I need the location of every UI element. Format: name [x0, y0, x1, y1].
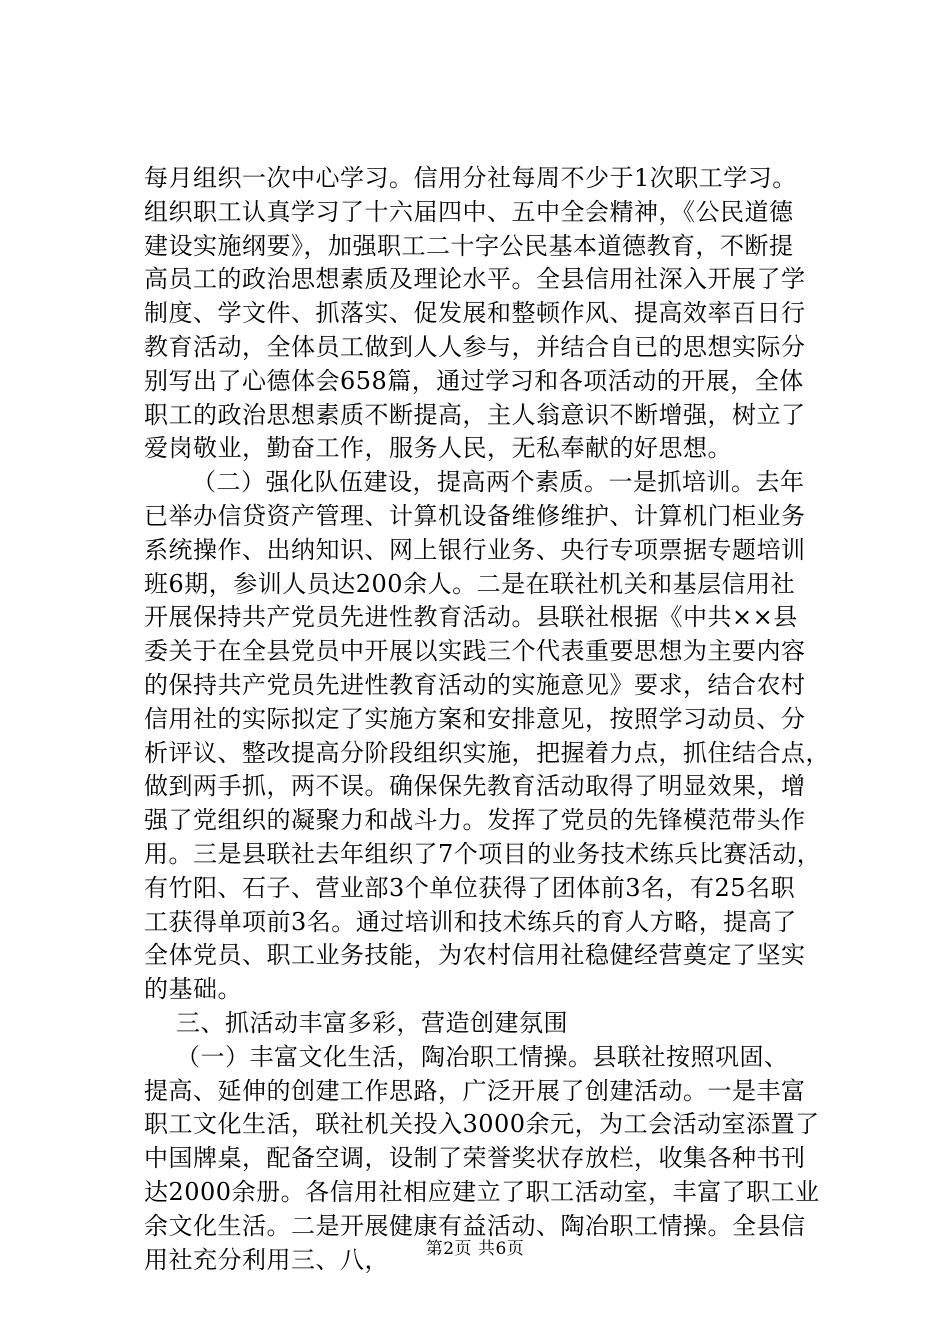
text-line: 工获得单项前3名。通过培训和技术练兵的育人方略，提高了 — [144, 907, 797, 936]
text-line: 中国牌桌，配备空调，设制了荣誉奖状存放栏，收集各种书刊 — [144, 1144, 806, 1173]
text-line: 组织职工认真学习了十六届四中、五中全会精神，《公民道德 — [144, 197, 794, 226]
text-line: 全体党员、职工业务技能，为农村信用社稳健经营奠定了坚实 — [144, 941, 806, 970]
text-line: 强了党组织的凝聚力和战斗力。发挥了党员的先锋模范带头作 — [144, 806, 806, 835]
text-line: 系统操作、出纳知识、网上银行业务、央行专项票据专题培训 — [144, 535, 806, 564]
text-line: 班6期，参训人员达200余人。二是在联社机关和基层信用社 — [144, 569, 796, 598]
text-line: 制度、学文件、抓落实、促发展和整顿作风、提高效率百日行 — [144, 299, 806, 328]
text-line: 的基础。 — [144, 975, 242, 1004]
paragraph-heading-line: （一）丰富文化生活，陶冶职工情操。县联社按照巩固、 — [176, 1042, 789, 1071]
text-line: 别写出了心德体会658篇，通过学习和各项活动的开展，全体 — [144, 366, 804, 395]
text-line: 开展保持共产党员先进性教育活动。县联社根据《中共××县 — [144, 603, 798, 632]
text-line: 职工的政治思想素质不断提高，主人翁意识不断增强，树立了 — [144, 400, 806, 429]
text-line: 已举办信贷资产管理、计算机设备维修维护、计算机门柜业务 — [144, 501, 806, 530]
text-line: 爱岗敬业，勤奋工作，服务人民，无私奉献的好思想。 — [144, 434, 732, 463]
text-line: 建设实施纲要》，加强职工二十字公民基本道德教育，不断提 — [144, 231, 794, 260]
text-line: 用。三是县联社去年组织了7个项目的业务技术练兵比赛活动， — [144, 839, 822, 868]
text-line: 提高、延伸的创建工作思路，广泛开展了创建活动。一是丰富 — [144, 1076, 806, 1105]
text-line: 的保持共产党员先进性教育活动的实施意见》要求，结合农村 — [144, 670, 806, 699]
text-line: 职工文化生活，联社机关投入3000余元，为工会活动室添置了 — [144, 1110, 820, 1139]
text-line: 委关于在全县党员中开展以实践三个代表重要思想为主要内容 — [144, 637, 806, 666]
text-line: 高员工的政治思想素质及理论水平。全县信用社深入开展了学 — [144, 265, 806, 294]
section-heading: 三、抓活动丰富多彩，营造创建氛围 — [176, 1008, 568, 1037]
paragraph-heading-line: （二）强化队伍建设，提高两个素质。一是抓培训。去年 — [192, 468, 805, 497]
page-footer: 第2页 共6页 — [425, 1239, 525, 1259]
text-line: 信用社的实际拟定了实施方案和安排意见，按照学习动员、分 — [144, 704, 806, 733]
text-line: 做到两手抓，两不误。确保保先教育活动取得了明显效果，增 — [144, 772, 806, 801]
text-line: 达2000余册。各信用社相应建立了职工活动室，丰富了职工业 — [144, 1177, 820, 1206]
text-line: 每月组织一次中心学习。信用分社每周不少于1次职工学习。 — [144, 164, 797, 192]
text-line: 析评议、整改提高分阶段组织实施，把握着力点，抓住结合点， — [144, 738, 830, 767]
document-body — [144, 162, 834, 1277]
text-line: 有竹阳、石子、营业部3个单位获得了团体前3名，有25名职 — [144, 873, 796, 902]
text-line: 教育活动，全体员工做到人人参与，并结合自已的思想实际分 — [144, 332, 806, 361]
text-line: 用社充分利用三、八， — [144, 1245, 389, 1274]
text-line: 余文化生活。二是开展健康有益活动、陶冶职工情操。全县信 — [144, 1211, 806, 1240]
